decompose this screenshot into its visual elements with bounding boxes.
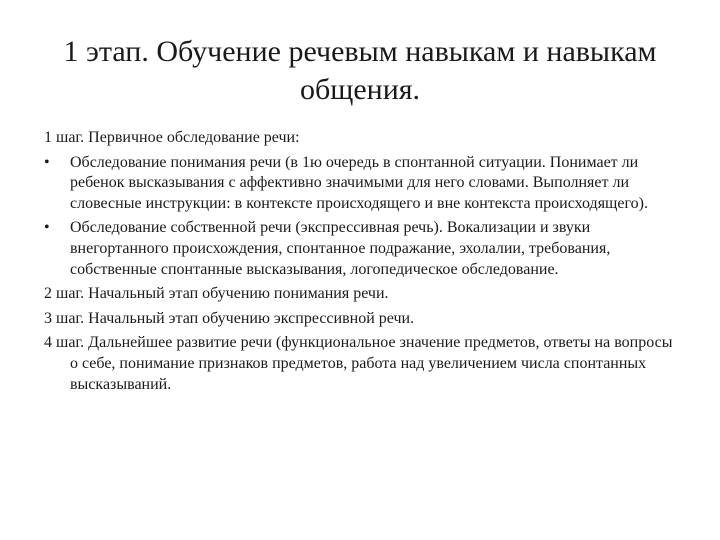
bullet-icon: • — [44, 153, 50, 171]
bullet-text-comprehension: Обследование понимания речи (в 1ю очередь в спонтанной ситуации. Понимает ли ребенок высказывания с аффективно значимыми для него словами. Выполняет ли словесные инструкции: в контексте происходящего и вне контекста происходящего). — [70, 153, 648, 212]
step-2: 2 шаг. Начальный этап обучению понимания речи. — [44, 285, 389, 303]
slide-body — [44, 128, 684, 399]
bullet-icon: • — [44, 219, 50, 237]
bullet-item-expressive — [44, 218, 684, 280]
step-1: 1 шаг. Первичное обследование речи: — [44, 129, 300, 146]
slide-title: 1 этап. Обучение речевым навыкам и навыкам общения. — [63, 35, 657, 106]
step-4: 4 шаг. Дальнейшее развитие речи (функциональное значение предметов, ответы на вопросы о себе, понимание признаков предметов, работа над увеличением числа спонтанных высказываний. — [44, 334, 673, 393]
bullet-text-expressive: Обследование собственной речи (экспрессивная речь). Вокализации и звуки внегортанного происхождения, спонтанное подражание, эхолалии, требования, собственные спонтанные высказывания, логопедическое обследование. — [70, 219, 611, 278]
bullet-item-comprehension — [44, 153, 684, 215]
step-3: 3 шаг. Начальный этап обучению экспрессивной речи. — [44, 309, 415, 327]
